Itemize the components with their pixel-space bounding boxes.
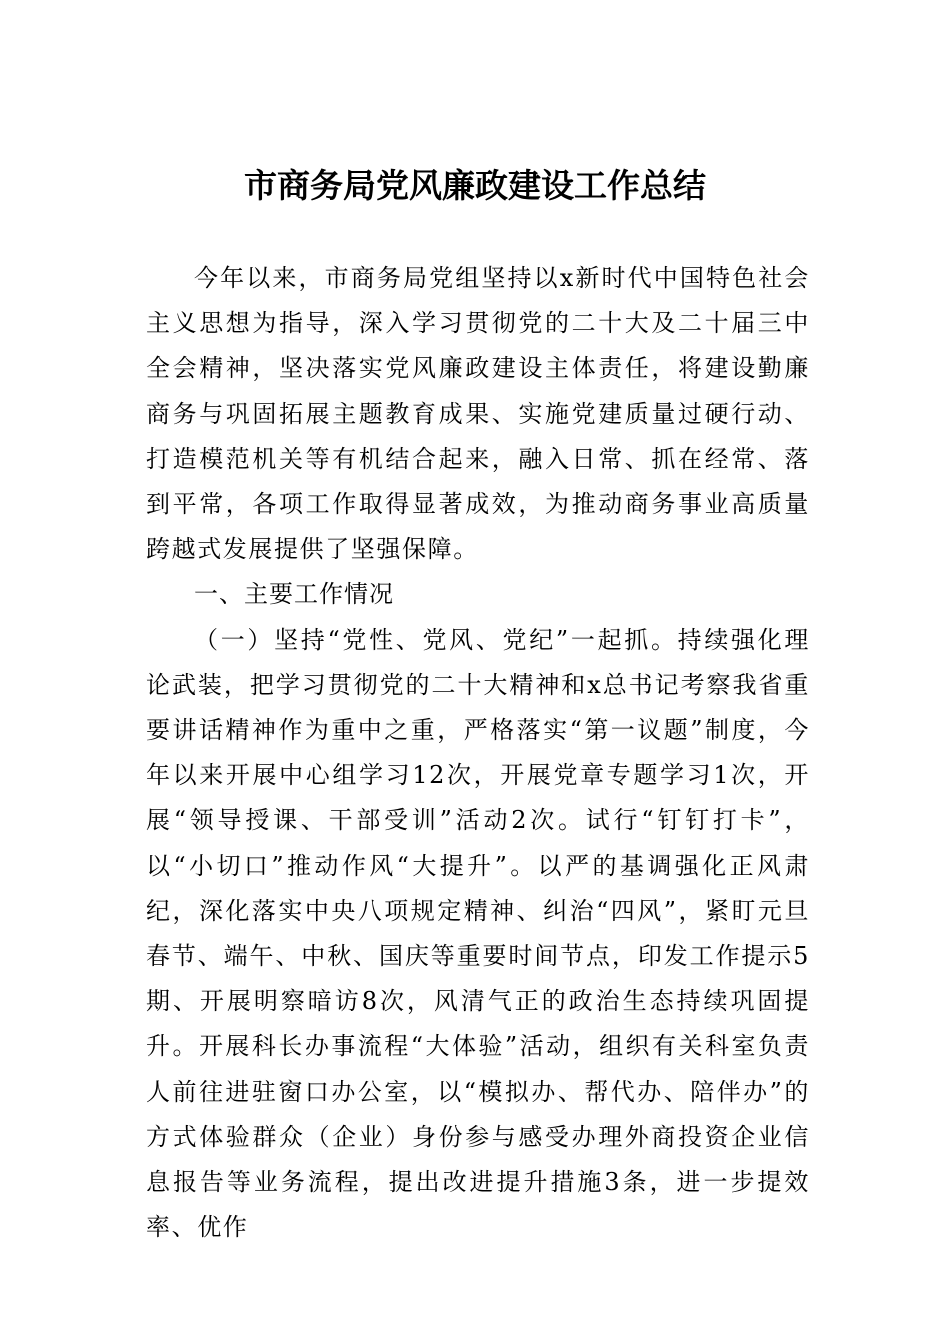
document-title: 市商务局党风廉政建设工作总结 — [244, 166, 706, 205]
intro-paragraph: 今年以来，市商务局党组坚持以x新时代中国特色社会主义思想为指导，深入学习贯彻党的二十大及二十届三中全会精神，坚决落实党风廉政建设主体责任，将建设勤廉商务与巩固拓展主题教育成果、实施党建质量过硬行动、打造模范机关等有机结合起来，融入日常、抓在经常、落到平常，各项工作取得显著成效，为推动商务事业高质量跨越式发展提供了坚强保障。 — [146, 264, 810, 564]
document-body — [146, 256, 810, 1250]
section-paragraph-party-discipline: （一）坚持“党性、党风、党纪”一起抓。持续强化理论武装，把学习贯彻党的二十大精神和x总书记考察我省重要讲话精神作为重中之重，严格落实“第一议题”制度，今年以来开展中心组学习12次，开展党章专题学习1次，开展“领导授课、干部受训”活动2次。试行“钉钉打卡”，以“小切口”推动作风“大提升”。以严的基调强化正风肃纪，深化落实中央八项规定精神、纠治“四风”，紧盯元旦春节、端午、中秋、国庆等重要时间节点，印发工作提示5期、开展明察暗访8次，风清气正的政治生态持续巩固提升。开展科长办事流程“大体验”活动，组织有关科室负责人前往进驻窗口办公室，以“模拟办、帮代办、陪伴办”的方式体验群众（企业）身份参与感受办理外商投资企业信息报告等业务流程，提出改进提升措施3条，进一步提效率、优作 — [146, 625, 810, 1242]
section-heading-main-work: 一、主要工作情况 — [194, 580, 394, 609]
